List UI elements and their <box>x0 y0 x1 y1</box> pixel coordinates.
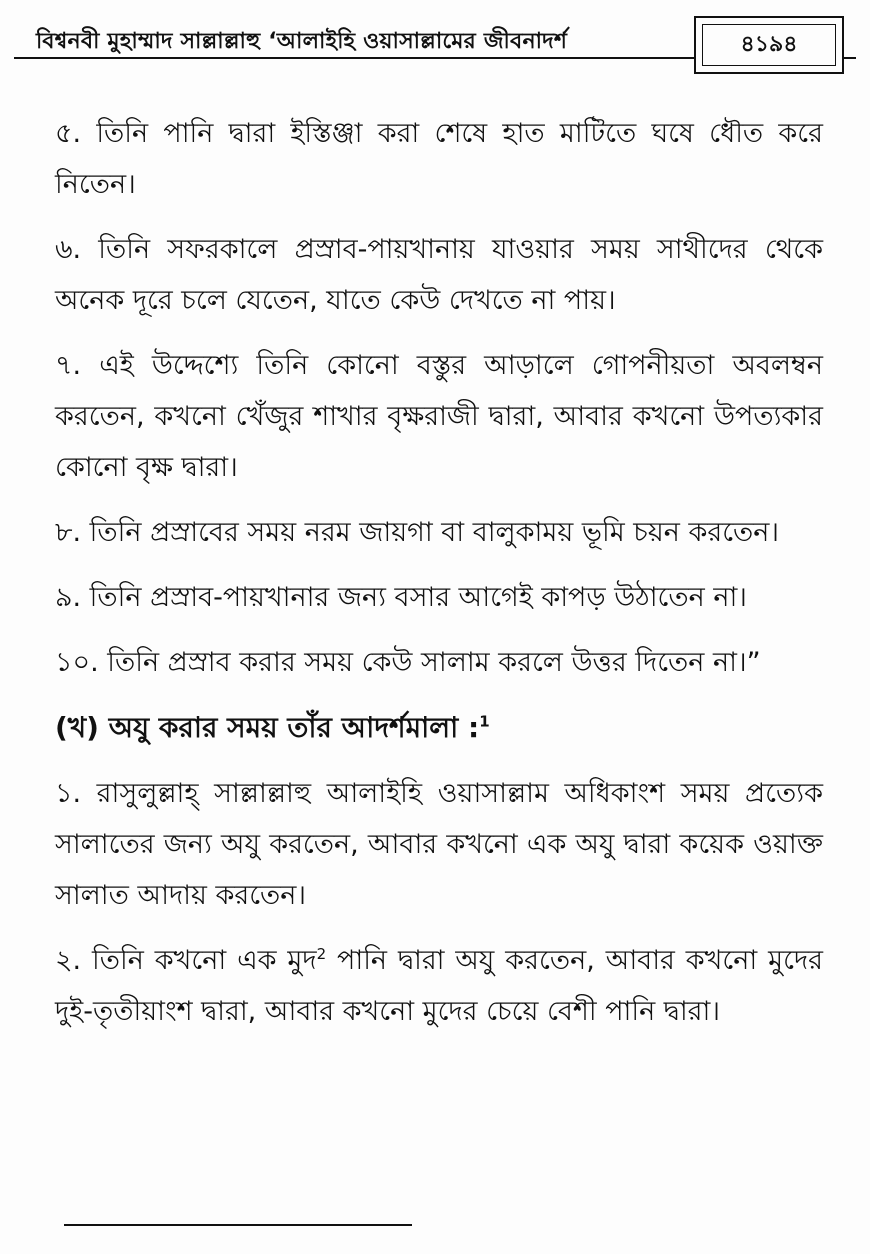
list-item: ৭. এই উদ্দেশ্যে তিনি কোনো বস্তুর আড়ালে গোপনীয়তা অবলম্বন করতেন, কখনো খেঁজুর শাখার বৃক্ষরাজী দ্বারা, আবার কখনো উপত্যকার কোনো বৃক্ষ দ্বারা। <box>55 350 823 483</box>
running-header <box>14 14 856 74</box>
list-item: ৬. তিনি সফরকালে প্রস্রাব-পায়খানায় যাওয়ার সময় সাথীদের থেকে অনেক দূরে চলে যেতেন, যাতে কেউ দেখতে না পায়। <box>55 234 823 316</box>
section-heading-text: (খ) অযু করার সময় তাঁর আদর্শমালা : <box>55 711 480 744</box>
page-number: ৪১৯৪ <box>702 24 836 66</box>
list-item-text: ২. তিনি কখনো এক মুদ <box>55 945 317 976</box>
footnote-mark: 1 <box>479 712 490 731</box>
section-heading <box>55 702 823 754</box>
page-number-box <box>694 16 844 74</box>
list-item: ১০. তিনি প্রস্রাব করার সময় কেউ সালাম করলে উত্তর দিতেন না।” <box>55 647 761 678</box>
list-item: ৫. তিনি পানি দ্বারা ইস্তিঞ্জা করা শেষে হাত মাটিতে ঘষে ধৌত করে নিতেন। <box>55 118 823 200</box>
footnote-mark: 2 <box>316 945 327 963</box>
list-item <box>55 935 823 1037</box>
page-body <box>55 108 823 1051</box>
list-item-text: পানি দ্বারা অযু করতেন, আবার কখনো মুদের দুই-তৃতীয়াংশ দ্বারা, আবার কখনো মুদের চেয়ে বেশী পানি দ্বারা। <box>55 945 823 1027</box>
footnote-rule <box>64 1224 412 1226</box>
list-item: ৯. তিনি প্রস্রাব-পায়খানার জন্য বসার আগেই কাপড় উঠাতেন না। <box>55 582 747 613</box>
list-item: ১. রাসুলুল্লাহ্ সাল্লাল্লাহু আলাইহি ওয়াসাল্লাম অধিকাংশ সময় প্রত্যেক সালাতের জন্য অযু করতেন, আবার কখনো এক অযু দ্বারা কয়েক ওয়াক্ত সালাত আদায় করতেন। <box>55 778 823 911</box>
list-item: ৮. তিনি প্রস্রাবের সময় নরম জায়গা বা বালুকাময় ভূমি চয়ন করতেন। <box>55 517 780 548</box>
header-title: বিশ্বনবী মুহাম্মাদ সাল্লাল্লাহু ‘আলাইহি ওয়াসাল্লামের জীবনাদর্শ <box>36 29 568 54</box>
